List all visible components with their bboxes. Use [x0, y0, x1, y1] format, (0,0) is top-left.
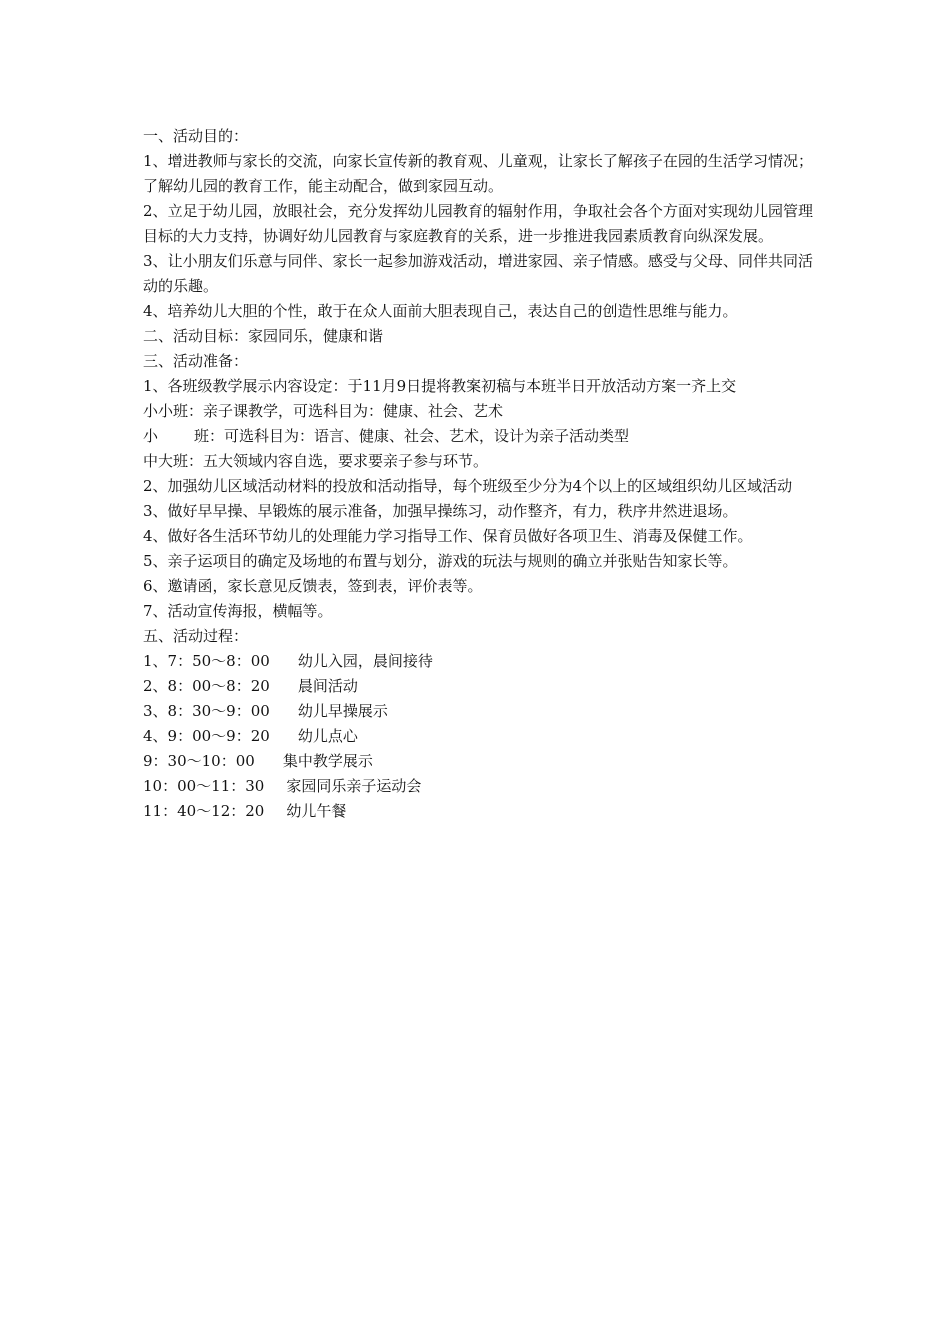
schedule-row	[143, 699, 813, 724]
schedule-activity: 晨间活动	[297, 677, 358, 695]
preparation-item-5: 5、亲子运项目的确定及场地的布置与划分，游戏的玩法与规则的确立并张贴告知家长等。	[143, 552, 738, 570]
schedule-activity: 幼儿午餐	[286, 802, 347, 820]
schedule-activity: 集中教学展示	[282, 752, 373, 770]
preparation-item-7: 7、活动宣传海报，横幅等。	[143, 602, 333, 620]
schedule-time: 2、8：00～8：20	[143, 677, 270, 695]
preparation-item-1: 1、各班级教学展示内容设定：于11月9日提将教案初稿与本班半日开放活动方案一齐上交	[143, 377, 737, 395]
schedule-time: 1、7：50～8：00	[143, 652, 270, 670]
section-heading-process: 五、活动过程：	[143, 627, 249, 645]
preparation-item-1-senior: 中大班：五大领域内容自选，要求要亲子参与环节。	[143, 452, 489, 470]
schedule-row	[143, 799, 813, 824]
junior-class-prefix: 小	[143, 427, 159, 445]
section-heading-goal: 二、活动目标：家园同乐，健康和谐	[143, 327, 384, 345]
section-heading-preparation: 三、活动准备：	[143, 352, 249, 370]
preparation-item-1-toddler: 小小班：亲子课教学，可选科目为：健康、社会、艺术	[143, 402, 504, 420]
schedule-activity: 家园同乐亲子运动会	[286, 777, 422, 795]
schedule-row	[143, 774, 813, 799]
schedule-time: 4、9：00～9：20	[143, 727, 270, 745]
schedule-time: 9：30～10：00	[143, 752, 255, 770]
preparation-item-3: 3、做好早早操、早锻炼的展示准备，加强早操练习，动作整齐，有力，秩序井然进退场。	[143, 502, 738, 520]
schedule-row	[143, 649, 813, 674]
schedule-row	[143, 749, 813, 774]
schedule-time: 11：40～12：20	[143, 802, 265, 820]
schedule-activity: 幼儿点心	[297, 727, 358, 745]
schedule-time: 3、8：30～9：00	[143, 702, 270, 720]
paragraph-purpose-4: 4、培养幼儿大胆的个性，敢于在众人面前大胆表现自己，表达自己的创造性思维与能力。	[143, 302, 738, 320]
preparation-item-1-junior	[143, 424, 813, 449]
preparation-item-6: 6、邀请函，家长意见反馈表，签到表，评价表等。	[143, 577, 483, 595]
schedule-activity: 幼儿早操展示	[297, 702, 388, 720]
schedule-activity: 幼儿入园，晨间接待	[297, 652, 433, 670]
schedule-row	[143, 674, 813, 699]
schedule-time: 10：00～11：30	[143, 777, 265, 795]
preparation-item-4: 4、做好各生活环节幼儿的处理能力学习指导工作、保育员做好各项卫生、消毒及保健工作。	[143, 527, 753, 545]
junior-class-text: 班：可选科目为：语言、健康、社会、艺术，设计为亲子活动类型	[194, 427, 630, 445]
paragraph-purpose-3: 3、让小朋友们乐意与同伴、家长一起参加游戏活动，增进家园、亲子情感。感受与父母、同伴共同活动的乐趣。	[143, 252, 813, 295]
paragraph-purpose-1: 1、增进教师与家长的交流，向家长宣传新的教育观、儿童观，让家长了解孩子在园的生活学习情况；了解幼儿园的教育工作，能主动配合，做到家园互动。	[143, 152, 813, 195]
preparation-item-2: 2、加强幼儿区域活动材料的投放和活动指导，每个班级至少分为4个以上的区域组织幼儿区域活动	[143, 477, 793, 495]
section-heading-purpose: 一、活动目的：	[143, 127, 249, 145]
paragraph-purpose-2: 2、立足于幼儿园，放眼社会，充分发挥幼儿园教育的辐射作用，争取社会各个方面对实现幼儿园管理目标的大力支持，协调好幼儿园教育与家庭教育的关系，进一步推进我园素质教育向纵深发展。	[143, 202, 813, 245]
document-body	[143, 124, 813, 824]
schedule-row	[143, 724, 813, 749]
